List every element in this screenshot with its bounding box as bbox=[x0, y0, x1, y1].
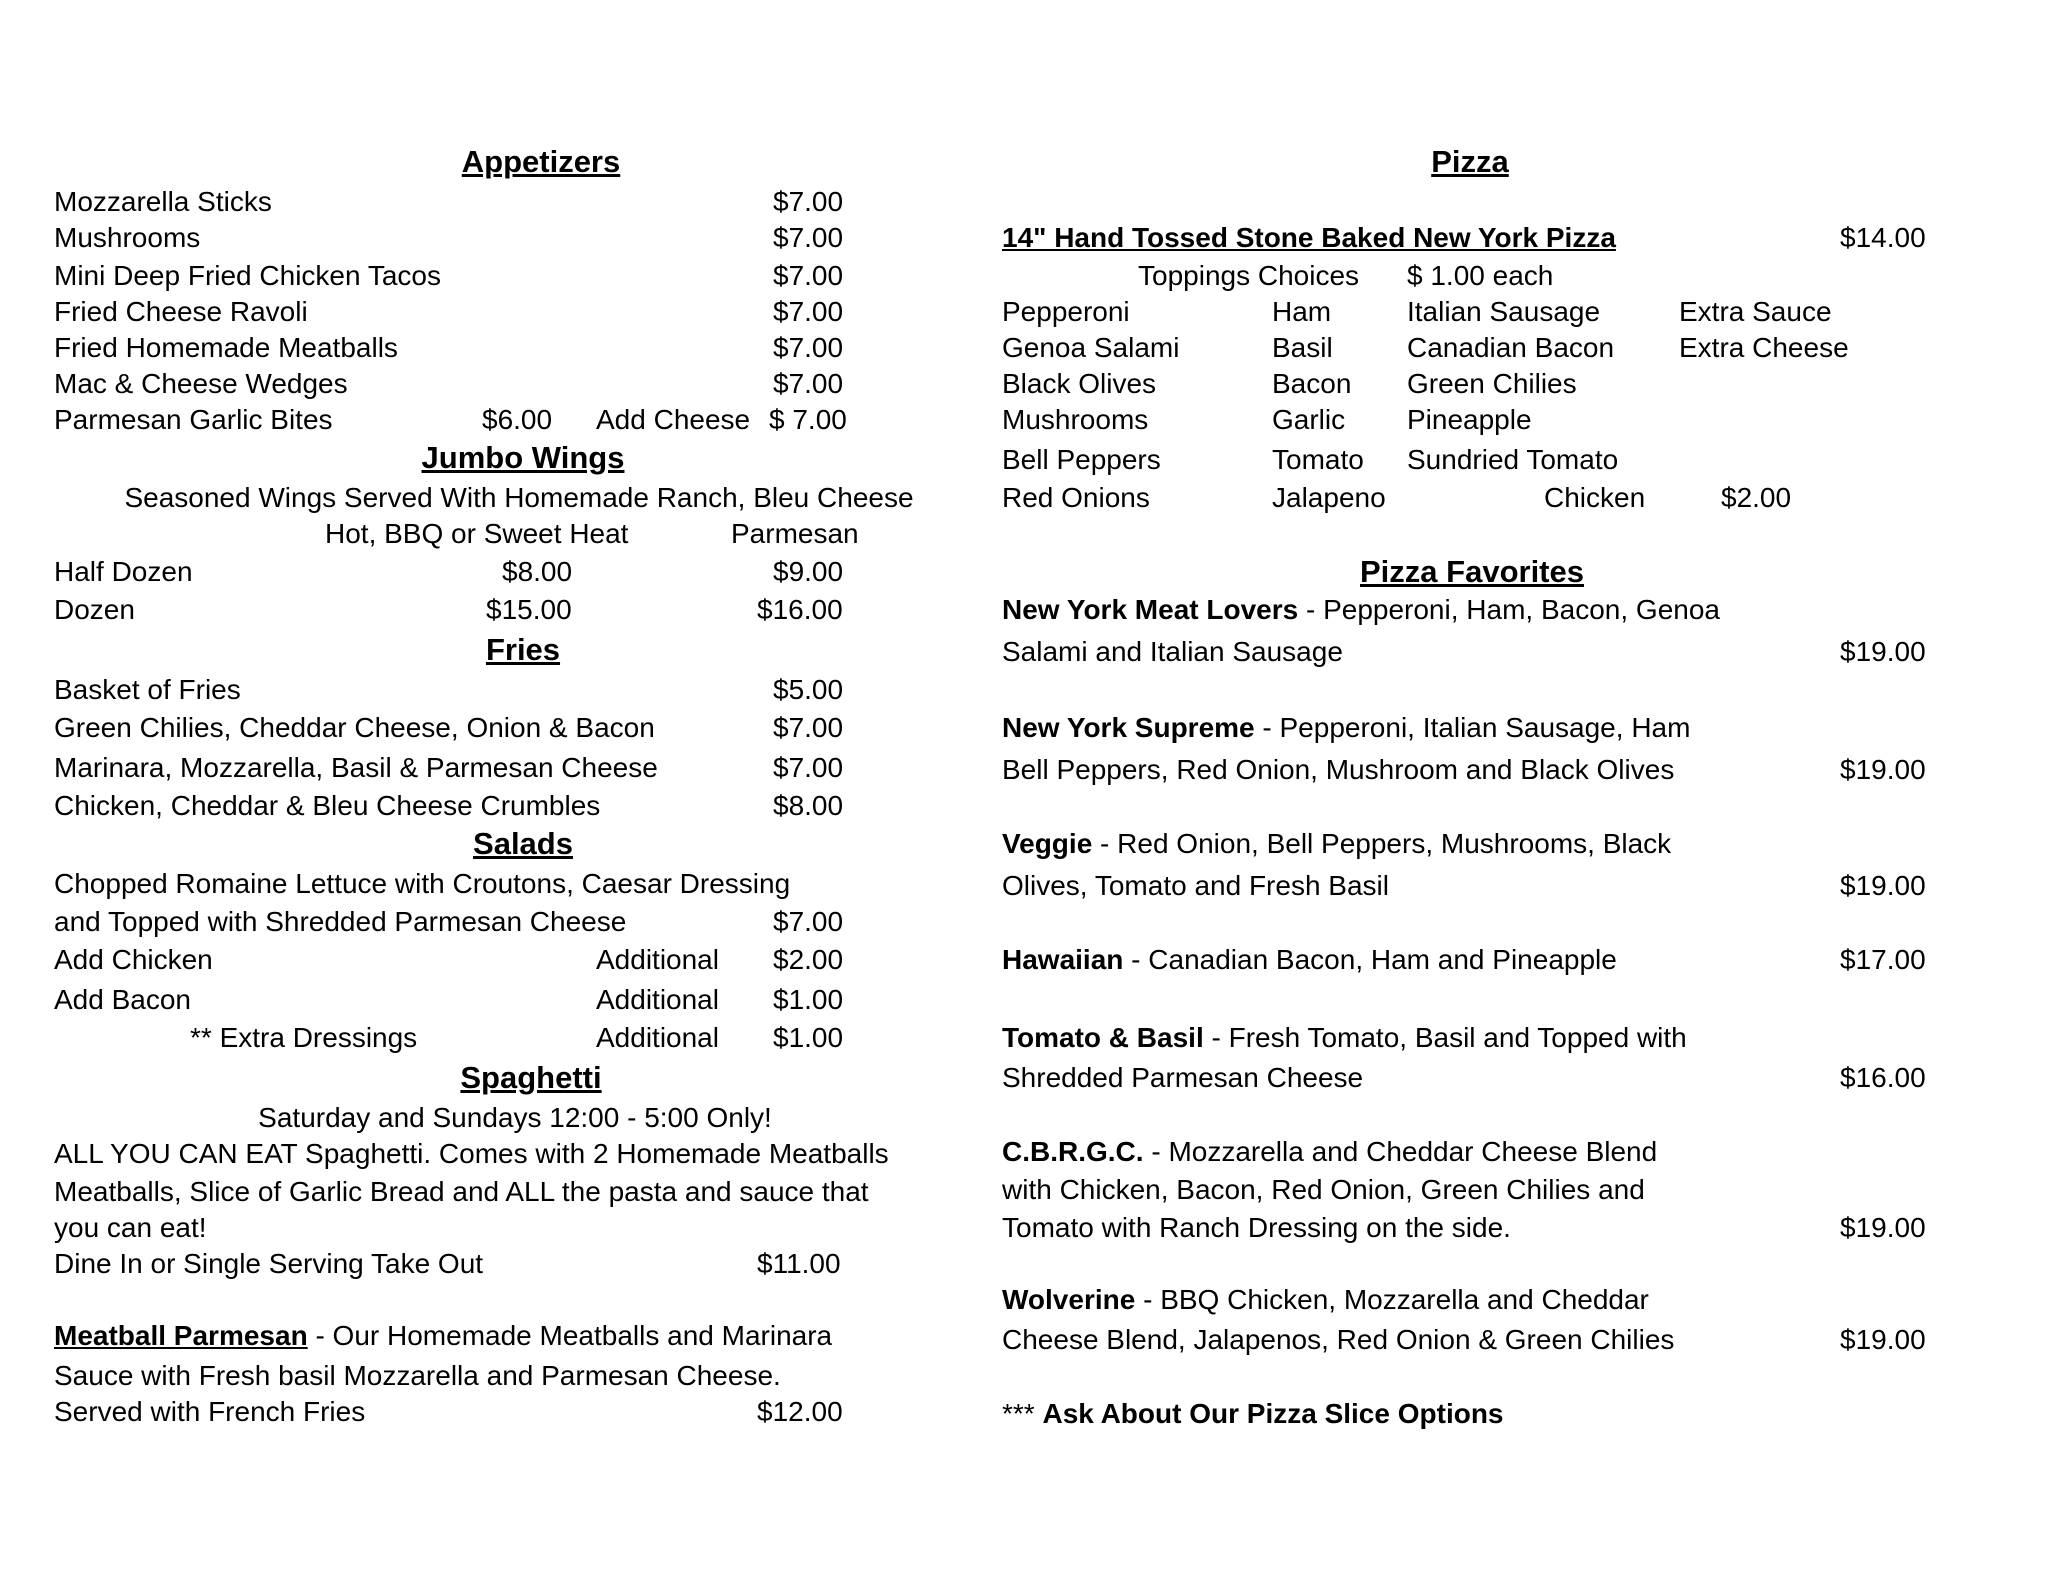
salad-addon-name: Add Bacon bbox=[54, 984, 191, 1015]
topping-item: Basil bbox=[1272, 332, 1333, 363]
fries-item-price: $7.00 bbox=[773, 752, 844, 783]
favorite-price: $19.00 bbox=[1840, 1324, 1926, 1355]
favorite-line bbox=[1002, 946, 1617, 974]
favorite-name: Tomato & Basil bbox=[1002, 1022, 1204, 1053]
topping-item: Extra Cheese bbox=[1679, 332, 1849, 363]
spaghetti-dine-label: Dine In or Single Serving Take Out bbox=[54, 1248, 484, 1279]
topping-chicken: Chicken bbox=[1544, 482, 1646, 513]
appetizer-item-price: $7.00 bbox=[773, 332, 844, 363]
spaghetti-description: ALL YOU CAN EAT Spaghetti. Comes with 2 Homemade Meatballs bbox=[54, 1138, 889, 1169]
fries-heading: Fries bbox=[485, 632, 561, 667]
spaghetti-subtitle: Saturday and Sundays 12:00 - 5:00 Only! bbox=[258, 1102, 772, 1133]
topping-item: Jalapeno bbox=[1272, 482, 1386, 513]
appetizers-heading: Appetizers bbox=[461, 144, 621, 179]
salad-addon-price: $2.00 bbox=[773, 944, 844, 975]
salad-addon-price: $1.00 bbox=[773, 1022, 844, 1053]
garlic-bites-addon-price: $ 7.00 bbox=[769, 404, 847, 435]
slice-options-note bbox=[1002, 1400, 1504, 1428]
spaghetti-description: Meatballs, Slice of Garlic Bread and ALL the pasta and sauce that bbox=[54, 1176, 869, 1207]
garlic-bites-name: Parmesan Garlic Bites bbox=[54, 404, 333, 435]
spaghetti-heading: Spaghetti bbox=[460, 1060, 602, 1095]
favorite-price: $19.00 bbox=[1840, 870, 1926, 901]
salad-description: Chopped Romaine Lettuce with Croutons, Caesar Dressing bbox=[54, 868, 791, 899]
wings-description: Seasoned Wings Served With Homemade Ranch, Bleu Cheese bbox=[124, 482, 914, 513]
favorite-desc: Bell Peppers, Red Onion, Mushroom and Black Olives bbox=[1002, 754, 1675, 785]
wings-heading: Jumbo Wings bbox=[421, 440, 625, 475]
meatball-parmesan-price: $12.00 bbox=[757, 1396, 843, 1427]
wings-row-name: Dozen bbox=[54, 594, 135, 625]
wings-row-price: $9.00 bbox=[773, 556, 844, 587]
appetizer-item-name: Fried Cheese Ravoli bbox=[54, 296, 308, 327]
salad-addon-price: $1.00 bbox=[773, 984, 844, 1015]
topping-item: Mushrooms bbox=[1002, 404, 1149, 435]
wings-col1-label: Hot, BBQ or Sweet Heat bbox=[325, 518, 629, 549]
spaghetti-price: $11.00 bbox=[757, 1248, 841, 1279]
slice-options-text: Ask About Our Pizza Slice Options bbox=[1042, 1398, 1504, 1429]
topping-item: Bacon bbox=[1272, 368, 1352, 399]
salad-addon-name: ** Extra Dressings bbox=[190, 1022, 418, 1053]
topping-item: Genoa Salami bbox=[1002, 332, 1180, 363]
meatball-parmesan-line bbox=[54, 1322, 832, 1350]
favorite-name: New York Supreme bbox=[1002, 712, 1255, 743]
pizza-heading: Pizza bbox=[1431, 144, 1509, 179]
favorite-name: Veggie bbox=[1002, 828, 1093, 859]
topping-item: Garlic bbox=[1272, 404, 1346, 435]
appetizer-item-price: $7.00 bbox=[773, 186, 844, 217]
favorite-desc: - Fresh Tomato, Basil and Topped with bbox=[1203, 1022, 1687, 1053]
appetizer-item-name: Mac & Cheese Wedges bbox=[54, 368, 348, 399]
favorite-desc: - Mozzarella and Cheddar Cheese Blend bbox=[1143, 1136, 1658, 1167]
favorite-line bbox=[1002, 830, 1671, 858]
favorite-name: Wolverine bbox=[1002, 1284, 1136, 1315]
salad-addon-name: Add Chicken bbox=[54, 944, 213, 975]
favorite-name: Hawaiian bbox=[1002, 944, 1124, 975]
pizza-base-price: $14.00 bbox=[1840, 222, 1926, 253]
favorite-name: C.B.R.G.C. bbox=[1002, 1136, 1144, 1167]
favorite-price: $17.00 bbox=[1840, 944, 1926, 975]
topping-item: Pineapple bbox=[1407, 404, 1532, 435]
favorite-desc: - Pepperoni, Ham, Bacon, Genoa bbox=[1298, 594, 1720, 625]
salad-description: and Topped with Shredded Parmesan Cheese bbox=[54, 906, 627, 937]
topping-item: Ham bbox=[1272, 296, 1332, 327]
pizza-favorites-heading: Pizza Favorites bbox=[1360, 554, 1584, 589]
favorite-line bbox=[1002, 1286, 1649, 1314]
favorite-desc: - Canadian Bacon, Ham and Pineapple bbox=[1123, 944, 1617, 975]
topping-item: Canadian Bacon bbox=[1407, 332, 1615, 363]
topping-item: Red Onions bbox=[1002, 482, 1150, 513]
favorite-desc: - Red Onion, Bell Peppers, Mushrooms, Black bbox=[1092, 828, 1672, 859]
garlic-bites-price: $6.00 bbox=[482, 404, 553, 435]
toppings-price: $ 1.00 each bbox=[1407, 260, 1554, 291]
meatball-parmesan-name: Meatball Parmesan bbox=[54, 1320, 308, 1351]
favorite-line bbox=[1002, 1024, 1687, 1052]
topping-item: Bell Peppers bbox=[1002, 444, 1161, 475]
pizza-base-name: 14" Hand Tossed Stone Baked New York Pizza bbox=[1002, 222, 1616, 253]
favorite-price: $19.00 bbox=[1840, 1212, 1926, 1243]
favorite-desc: Cheese Blend, Jalapenos, Red Onion & Green Chilies bbox=[1002, 1324, 1675, 1355]
salad-addon-label: Additional bbox=[596, 944, 719, 975]
favorite-desc: Shredded Parmesan Cheese bbox=[1002, 1062, 1364, 1093]
wings-row-name: Half Dozen bbox=[54, 556, 193, 587]
favorite-line bbox=[1002, 1138, 1657, 1166]
fries-item-name: Marinara, Mozzarella, Basil & Parmesan Cheese bbox=[54, 752, 658, 783]
meatball-parmesan-desc: Sauce with Fresh basil Mozzarella and Parmesan Cheese. bbox=[54, 1360, 781, 1391]
appetizer-item-name: Fried Homemade Meatballs bbox=[54, 332, 398, 363]
topping-item: Tomato bbox=[1272, 444, 1364, 475]
appetizer-item-name: Mushrooms bbox=[54, 222, 201, 253]
topping-item: Italian Sausage bbox=[1407, 296, 1601, 327]
favorite-name: New York Meat Lovers bbox=[1002, 594, 1299, 625]
fries-item-price: $5.00 bbox=[773, 674, 844, 705]
slice-options-stars: *** bbox=[1002, 1398, 1043, 1429]
favorite-price: $16.00 bbox=[1840, 1062, 1926, 1093]
fries-item-name: Green Chilies, Cheddar Cheese, Onion & Bacon bbox=[54, 712, 655, 743]
favorite-desc: Salami and Italian Sausage bbox=[1002, 636, 1343, 667]
favorite-price: $19.00 bbox=[1840, 754, 1926, 785]
appetizer-item-name: Mini Deep Fried Chicken Tacos bbox=[54, 260, 441, 291]
topping-item: Black Olives bbox=[1002, 368, 1157, 399]
topping-item: Sundried Tomato bbox=[1407, 444, 1619, 475]
fries-item-price: $7.00 bbox=[773, 712, 844, 743]
wings-col2-label: Parmesan bbox=[731, 518, 859, 549]
favorite-desc: Tomato with Ranch Dressing on the side. bbox=[1002, 1212, 1511, 1243]
topping-item: Pepperoni bbox=[1002, 296, 1130, 327]
spaghetti-description: you can eat! bbox=[54, 1212, 207, 1243]
appetizer-item-price: $7.00 bbox=[773, 260, 844, 291]
meatball-parmesan-desc: Served with French Fries bbox=[54, 1396, 366, 1427]
garlic-bites-addon: Add Cheese bbox=[596, 404, 751, 435]
toppings-label: Toppings Choices bbox=[1138, 260, 1360, 291]
fries-item-price: $8.00 bbox=[773, 790, 844, 821]
favorite-price: $19.00 bbox=[1840, 636, 1926, 667]
salad-addon-label: Additional bbox=[596, 1022, 719, 1053]
salads-heading: Salads bbox=[473, 826, 573, 861]
salad-price: $7.00 bbox=[773, 906, 844, 937]
favorite-line bbox=[1002, 596, 1720, 624]
appetizer-item-name: Mozzarella Sticks bbox=[54, 186, 272, 217]
wings-row-price: $16.00 bbox=[757, 594, 843, 625]
wings-row-price: $8.00 bbox=[502, 556, 573, 587]
meatball-parmesan-desc: - Our Homemade Meatballs and Marinara bbox=[307, 1320, 833, 1351]
appetizer-item-price: $7.00 bbox=[773, 368, 844, 399]
fries-item-name: Basket of Fries bbox=[54, 674, 241, 705]
favorite-desc: - BBQ Chicken, Mozzarella and Cheddar bbox=[1135, 1284, 1649, 1315]
appetizer-item-price: $7.00 bbox=[773, 296, 844, 327]
topping-item: Extra Sauce bbox=[1679, 296, 1832, 327]
favorite-desc: - Pepperoni, Italian Sausage, Ham bbox=[1254, 712, 1691, 743]
topping-item: Green Chilies bbox=[1407, 368, 1577, 399]
favorite-desc: Olives, Tomato and Fresh Basil bbox=[1002, 870, 1389, 901]
appetizer-item-price: $7.00 bbox=[773, 222, 844, 253]
favorite-line bbox=[1002, 714, 1690, 742]
salad-addon-label: Additional bbox=[596, 984, 719, 1015]
wings-row-price: $15.00 bbox=[486, 594, 572, 625]
topping-chicken-price: $2.00 bbox=[1721, 482, 1792, 513]
fries-item-name: Chicken, Cheddar & Bleu Cheese Crumbles bbox=[54, 790, 601, 821]
favorite-desc: with Chicken, Bacon, Red Onion, Green Chilies and bbox=[1002, 1174, 1645, 1205]
